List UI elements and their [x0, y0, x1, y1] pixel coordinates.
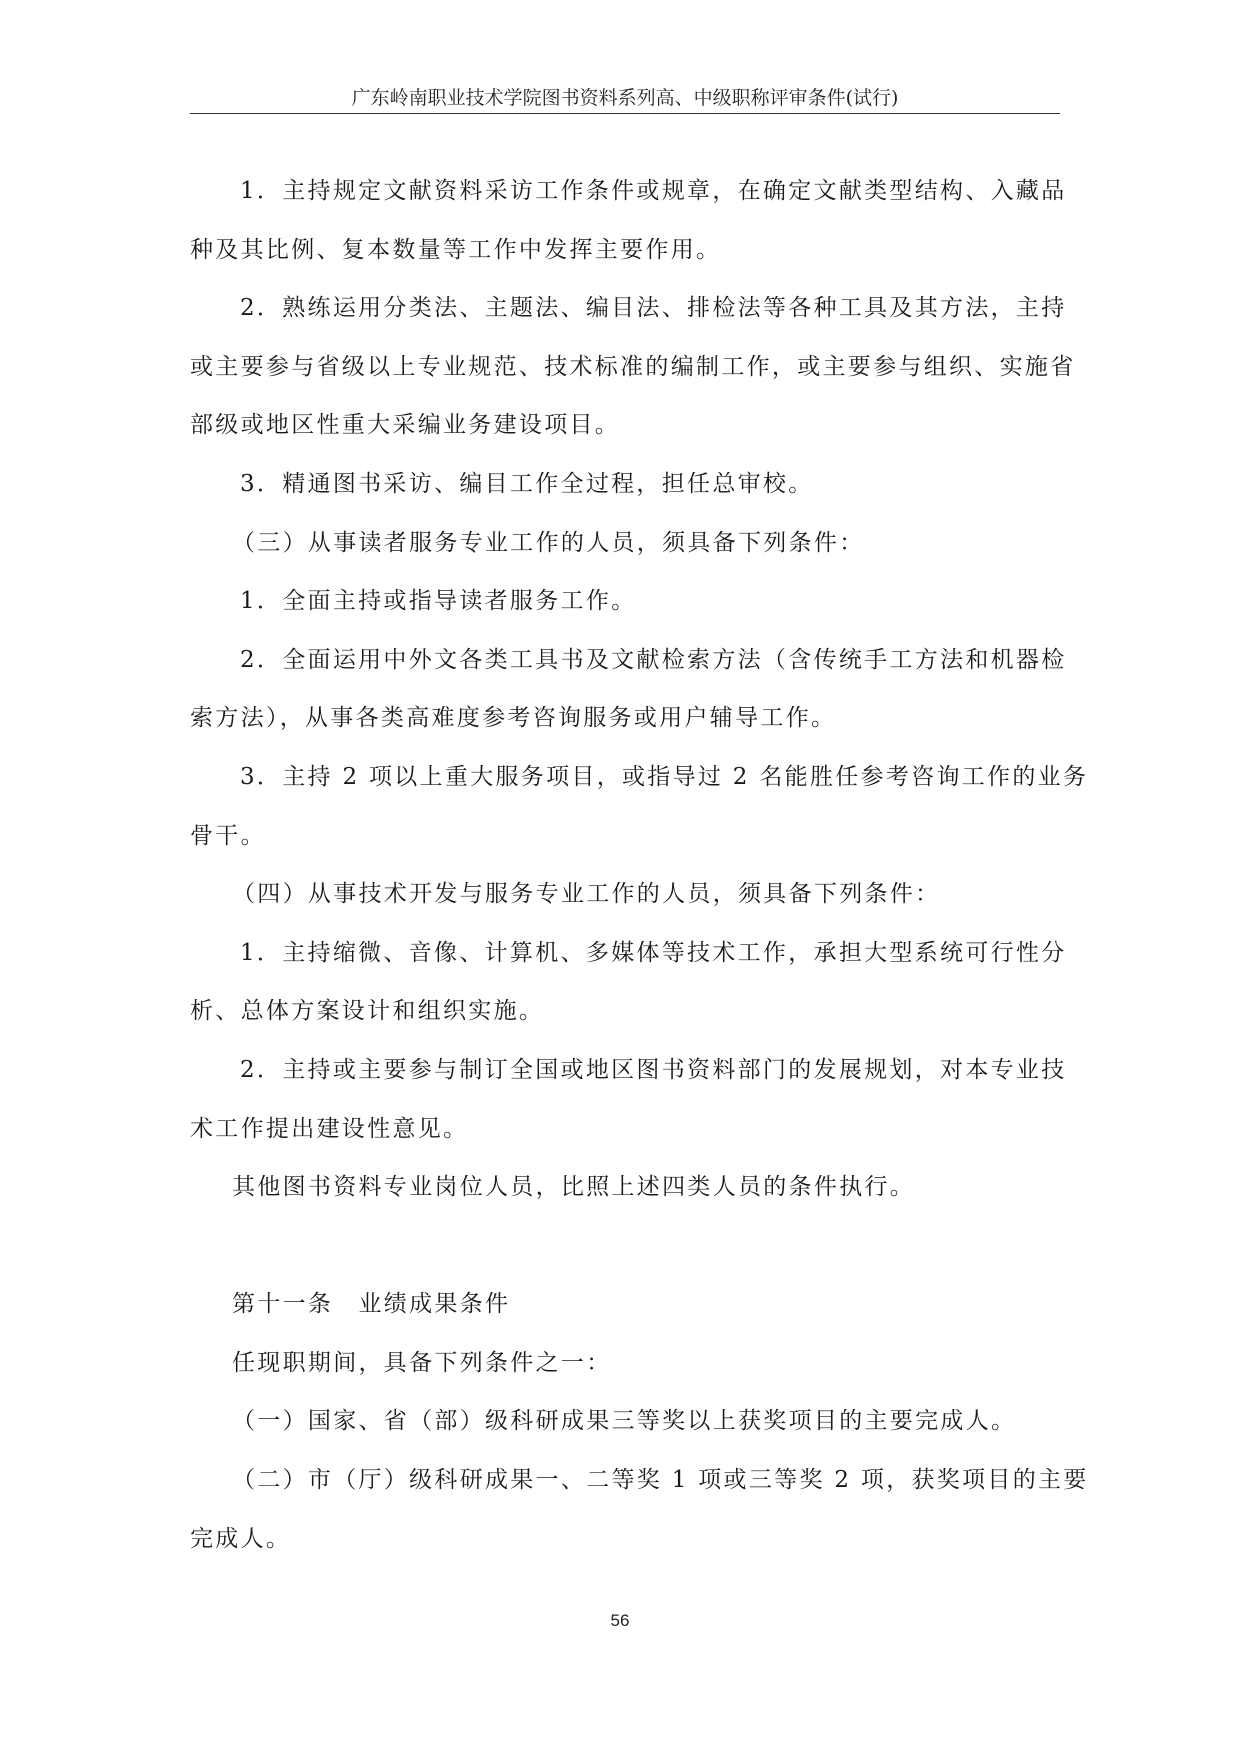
paragraph-line: 1．主持规定文献资料采访工作条件或规章，在确定文献类型结构、入藏品	[240, 178, 1067, 204]
article-heading: 第十一条 业绩成果条件	[232, 1291, 511, 1318]
header-rule	[190, 113, 1060, 114]
paragraph-line: 2．主持或主要参与制订全国或地区图书资料部门的发展规划，对本专业技	[240, 1056, 1067, 1083]
running-header-title: 广东岭南职业技术学院图书资料系列高、中级职称评审条件(试行)	[351, 87, 899, 109]
paragraph-line: （一）国家、省（部）级科研成果三等奖以上获奖项目的主要完成人。	[232, 1408, 1017, 1435]
paragraph-line: 骨干。	[190, 822, 266, 849]
paragraph-line: 3．精通图书采访、编目工作全过程，担任总审校。	[240, 470, 814, 497]
section-heading-line: （三）从事读者服务专业工作的人员，须具备下列条件：	[232, 529, 865, 556]
document-body	[190, 162, 1089, 1568]
paragraph-line: （二）市（厅）级科研成果一、二等奖 1 项或三等奖 2 项，获奖项目的主要	[232, 1467, 1089, 1494]
paragraph-line: 部级或地区性重大采编业务建设项目。	[190, 412, 621, 439]
section-heading-line: （四）从事技术开发与服务专业工作的人员，须具备下列条件：	[232, 881, 941, 908]
paragraph-line: 3．主持 2 项以上重大服务项目，或指导过 2 名能胜任参考咨询工作的业务	[240, 763, 1089, 790]
paragraph-line: 1．全面主持或指导读者服务工作。	[240, 588, 637, 615]
paragraph-line: 种及其比例、复本数量等工作中发挥主要作用。	[190, 236, 722, 263]
paragraph-line: 析、总体方案设计和组织实施。	[190, 998, 545, 1025]
page-number: 56	[610, 1611, 630, 1630]
paragraph-line: 其他图书资料专业岗位人员，比照上述四类人员的条件执行。	[232, 1174, 916, 1201]
paragraph-gap	[190, 1217, 1058, 1276]
paragraph-line: 2．全面运用中外文各类工具书及文献检索方法（含传统手工方法和机器检	[240, 646, 1067, 673]
paragraph-line: 2．熟练运用分类法、主题法、编目法、排检法等各种工具及其方法，主持	[240, 295, 1067, 322]
paragraph-line: 完成人。	[190, 1525, 292, 1552]
paragraph-line: 或主要参与省级以上专业规范、技术标准的编制工作，或主要参与组织、实施省	[190, 353, 1076, 380]
paragraph-line: 索方法），从事各类高难度参考咨询服务或用户辅导工作。	[190, 705, 837, 732]
paragraph-line: 1．主持缩微、音像、计算机、多媒体等技术工作，承担大型系统可行性分	[240, 939, 1067, 966]
paragraph-line: 术工作提出建设性意见。	[190, 1115, 469, 1142]
paragraph-line: 任现职期间，具备下列条件之一：	[232, 1349, 612, 1376]
